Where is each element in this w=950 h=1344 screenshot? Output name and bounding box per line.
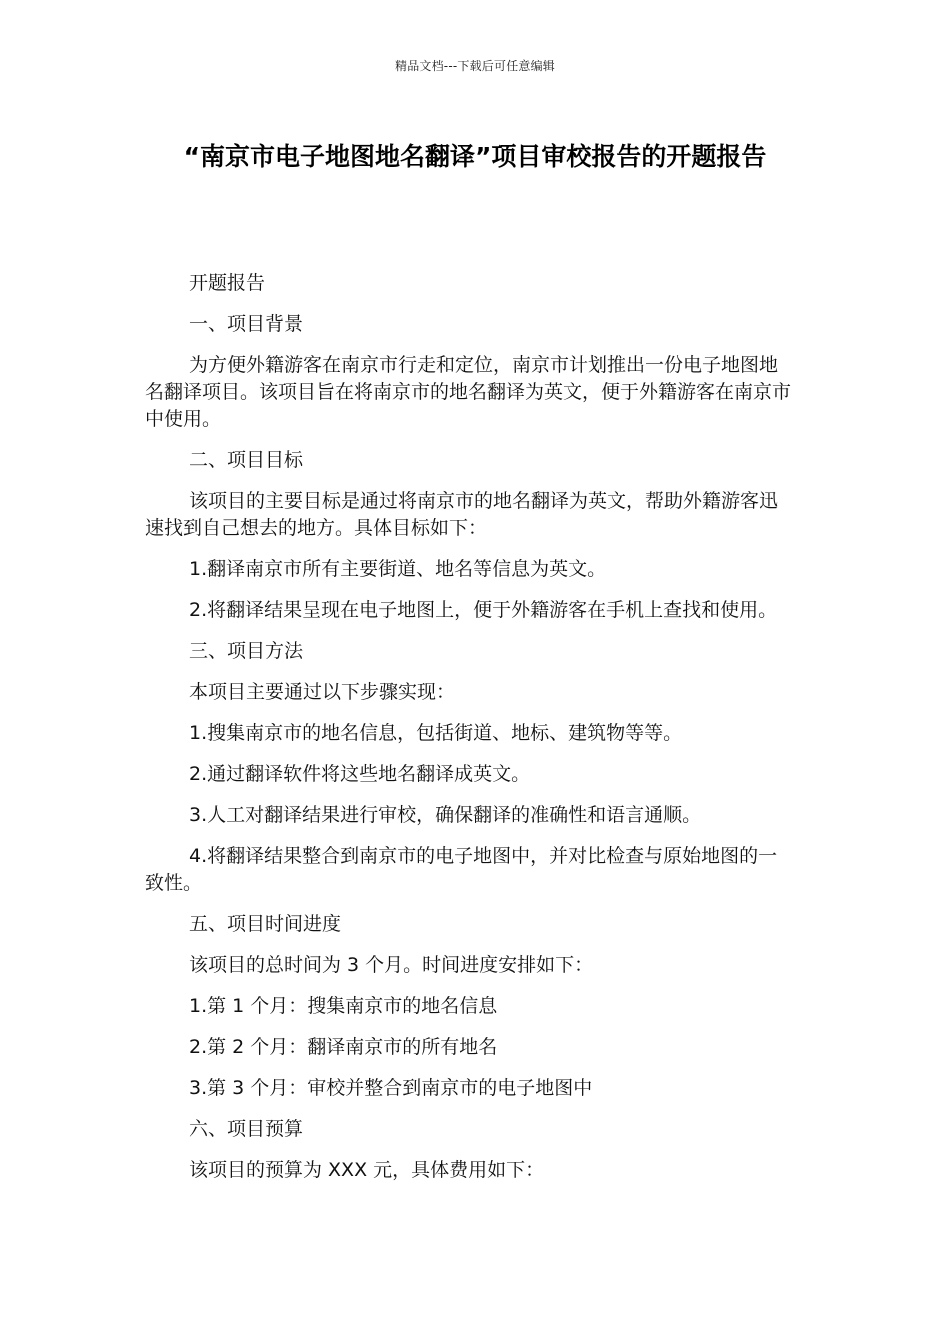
heading-project-goals: 二、项目目标 [189, 449, 304, 471]
heading-project-methods: 三、项目方法 [189, 640, 304, 662]
heading-project-schedule: 五、项目时间进度 [189, 913, 342, 935]
list-item-method-4: 4.将翻译结果整合到南京市的电子地图中，并对比检查与原始地图的一致性。 [145, 845, 778, 894]
list-item-schedule-2: 2.第 2 个月：翻译南京市的所有地名 [189, 1036, 498, 1058]
paragraph-report-label: 开题报告 [189, 272, 266, 294]
paragraph-budget-intro: 该项目的预算为 XXX 元，具体费用如下： [189, 1159, 545, 1181]
document-body [145, 270, 793, 1198]
header-note: 精品文档---下载后可任意编辑 [395, 59, 555, 73]
list-item-method-3: 3.人工对翻译结果进行审校，确保翻译的准确性和语言通顺。 [189, 804, 702, 826]
list-item-method-2: 2.通过翻译软件将这些地名翻译成英文。 [189, 763, 531, 785]
heading-project-budget: 六、项目预算 [189, 1118, 304, 1140]
list-item-schedule-1: 1.第 1 个月：搜集南京市的地名信息 [189, 995, 498, 1017]
list-item-method-1: 1.搜集南京市的地名信息，包括街道、地标、建筑物等等。 [189, 722, 683, 744]
document-title: “南京市电子地图地名翻译”项目审校报告的开题报告 [183, 142, 767, 171]
heading-project-background: 一、项目背景 [189, 313, 304, 335]
paragraph-schedule-intro: 该项目的总时间为 3 个月。时间进度安排如下： [189, 954, 594, 976]
paragraph-goals-intro: 该项目的主要目标是通过将南京市的地名翻译为英文，帮助外籍游客迅速找到自己想去的地方。具体目标如下： [145, 490, 779, 539]
list-item-goal-2: 2.将翻译结果呈现在电子地图上，便于外籍游客在手机上查找和使用。 [189, 599, 778, 621]
paragraph-background: 为方便外籍游客在南京市行走和定位，南京市计划推出一份电子地图地名翻译项目。该项目旨在将南京市的地名翻译为英文，便于外籍游客在南京市中使用。 [145, 354, 792, 430]
list-item-goal-1: 1.翻译南京市所有主要街道、地名等信息为英文。 [189, 558, 607, 580]
list-item-schedule-3: 3.第 3 个月：审校并整合到南京市的电子地图中 [189, 1077, 593, 1099]
paragraph-methods-intro: 本项目主要通过以下步骤实现： [189, 681, 456, 703]
